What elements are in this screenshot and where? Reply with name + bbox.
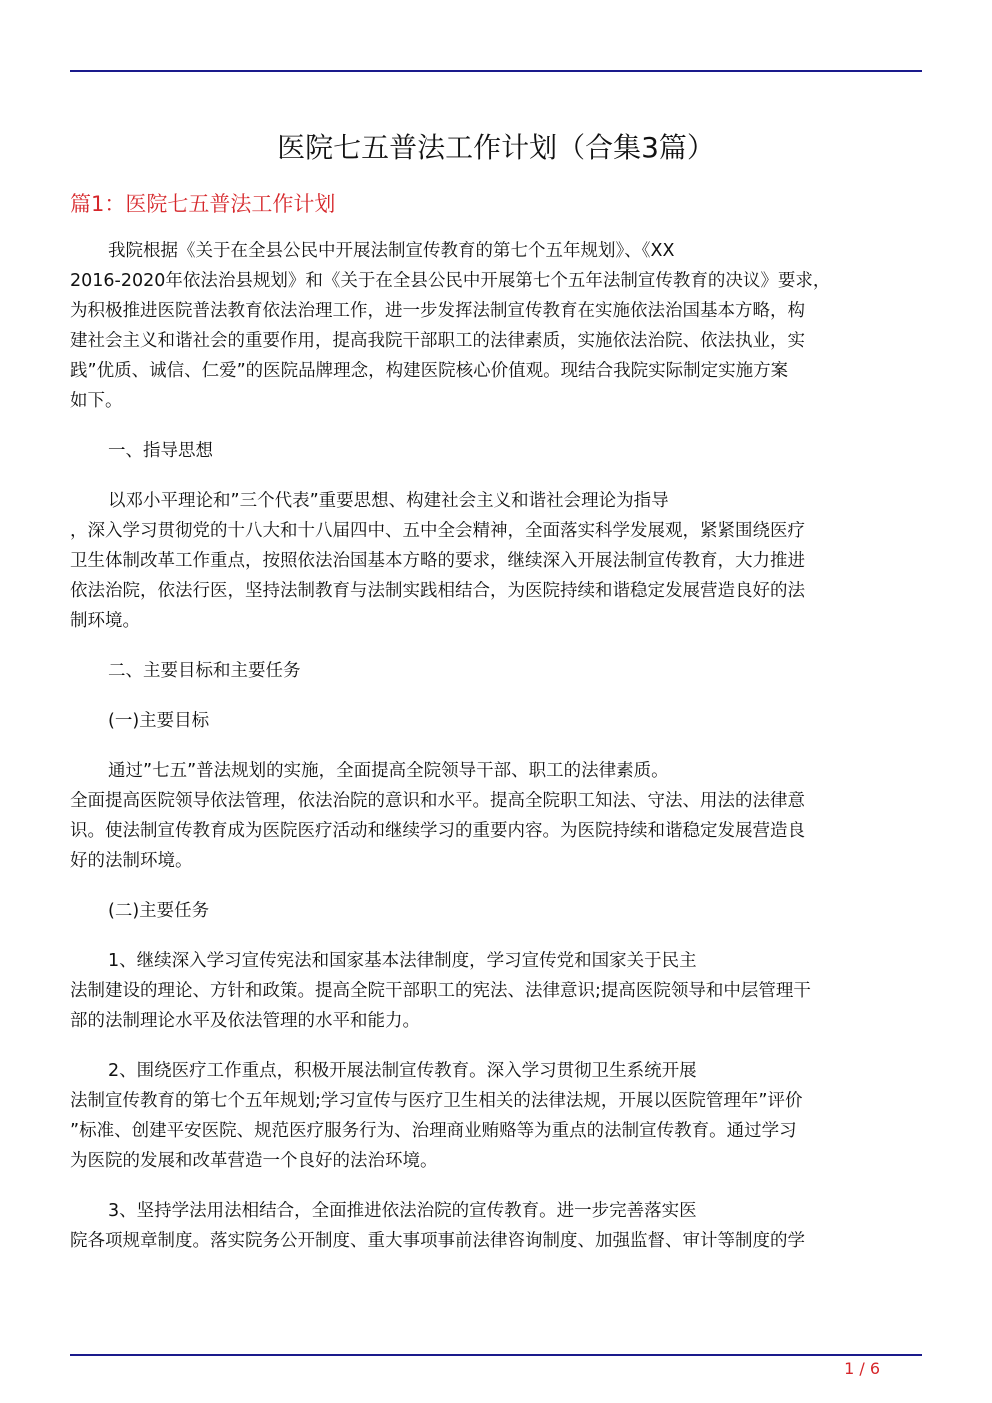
paragraph-line: 部的法制理论水平及依法管理的水平和能力。 bbox=[70, 1011, 420, 1031]
paragraph bbox=[70, 486, 922, 636]
paragraph-line: 以邓小平理论和”三个代表”重要思想、构建社会主义和谐社会理论为指导 bbox=[108, 491, 669, 511]
page-number: 1 / 6 bbox=[844, 1359, 880, 1378]
paragraph-line: 践”优质、诚信、仁爱”的医院品牌理念，构建医院核心价值观。现结合我院实际制定实施方案 bbox=[70, 361, 789, 381]
paragraph-line: 法制建设的理论、方针和政策。提高全院干部职工的宪法、法律意识;提高医院领导和中层管理干 bbox=[70, 981, 811, 1001]
paragraph bbox=[70, 436, 922, 466]
paragraph bbox=[70, 656, 922, 686]
paragraph-line: 为医院的发展和改革营造一个良好的法治环境。 bbox=[70, 1151, 438, 1171]
paragraph bbox=[70, 1196, 922, 1256]
paragraph-line: 通过”七五”普法规划的实施，全面提高全院领导干部、职工的法律素质。 bbox=[108, 761, 669, 781]
paragraph-line: 如下。 bbox=[70, 391, 123, 411]
paragraph-line: 为积极推进医院普法教育依法治理工作，进一步发挥法制宣传教育在实施依法治国基本方略，构 bbox=[70, 301, 805, 321]
paragraph-line: 一、指导思想 bbox=[108, 441, 213, 461]
paragraph-line: ，深入学习贯彻党的十八大和十八届四中、五中全会精神，全面落实科学发展观，紧紧围绕医疗 bbox=[70, 521, 805, 541]
paragraph-line: 1、继续深入学习宣传宪法和国家基本法律制度，学习宣传党和国家关于民主 bbox=[108, 951, 697, 971]
paragraph-line: 依法治院，依法行医，坚持法制教育与法制实践相结合，为医院持续和谐稳定发展营造良好的法 bbox=[70, 581, 805, 601]
paragraph bbox=[70, 896, 922, 926]
document-title: 医院七五普法工作计划（合集3篇） bbox=[277, 131, 715, 164]
header-rule bbox=[70, 70, 922, 72]
paragraph-line: 全面提高医院领导依法管理，依法治院的意识和水平。提高全院职工知法、守法、用法的法律意 bbox=[70, 791, 805, 811]
footer-rule bbox=[70, 1354, 922, 1356]
paragraph bbox=[70, 756, 922, 876]
section-subtitle: 篇1：医院七五普法工作计划 bbox=[70, 192, 336, 216]
paragraph-line: 2、围绕医疗工作重点，积极开展法制宣传教育。深入学习贯彻卫生系统开展 bbox=[108, 1061, 697, 1081]
paragraph-line: 法制宣传教育的第七个五年规划;学习宣传与医疗卫生相关的法律法规，开展以医院管理年”评价 bbox=[70, 1091, 803, 1111]
paragraph-line: 制环境。 bbox=[70, 611, 140, 631]
paragraph-line: 2016-2020年依法治县规划》和《关于在全县公民中开展第七个五年法制宣传教育的决议》要求， bbox=[70, 271, 831, 291]
paragraph-line: 院各项规章制度。落实院务公开制度、重大事项事前法律咨询制度、加强监督、审计等制度的学 bbox=[70, 1231, 805, 1251]
paragraph-line: 我院根据《关于在全县公民中开展法制宣传教育的第七个五年规划》、《XX bbox=[108, 241, 675, 261]
paragraph-line: ”标准、创建平安医院、规范医疗服务行为、治理商业贿赂等为重点的法制宣传教育。通过学习 bbox=[70, 1121, 797, 1141]
paragraph-line: 建社会主义和谐社会的重要作用，提高我院干部职工的法律素质，实施依法治院、依法执业，实 bbox=[70, 331, 805, 351]
paragraph bbox=[70, 946, 922, 1036]
paragraph bbox=[70, 706, 922, 736]
paragraph-line: 识。使法制宣传教育成为医院医疗活动和继续学习的重要内容。为医院持续和谐稳定发展营造良 bbox=[70, 821, 805, 841]
paragraph-line: 卫生体制改革工作重点，按照依法治国基本方略的要求，继续深入开展法制宣传教育，大力推进 bbox=[70, 551, 805, 571]
paragraph-line: (二)主要任务 bbox=[108, 901, 210, 921]
paragraph-line: 3、坚持学法用法相结合，全面推进依法治院的宣传教育。进一步完善落实医 bbox=[108, 1201, 697, 1221]
document-body bbox=[70, 236, 922, 1276]
paragraph bbox=[70, 1056, 922, 1176]
paragraph-line: 好的法制环境。 bbox=[70, 851, 193, 871]
paragraph bbox=[70, 236, 922, 416]
paragraph-line: 二、主要目标和主要任务 bbox=[108, 661, 301, 681]
paragraph-line: (一)主要目标 bbox=[108, 711, 210, 731]
